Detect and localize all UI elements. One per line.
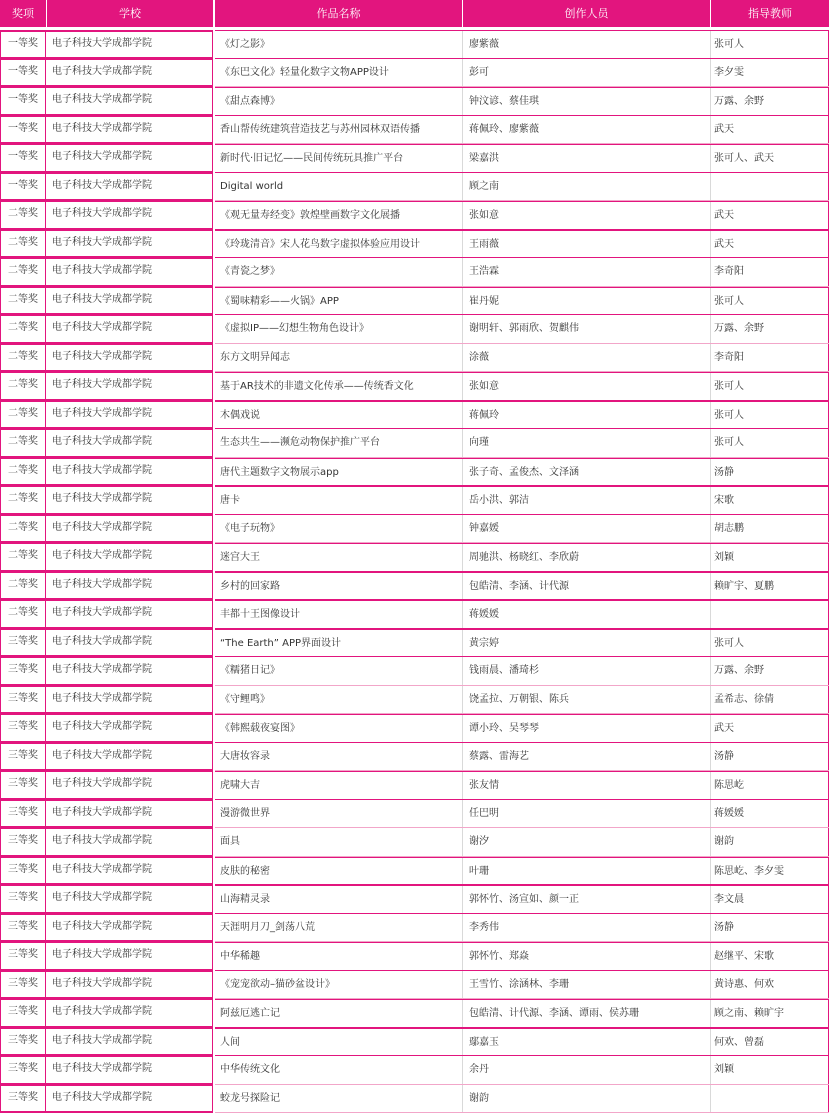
- creators-cell: 岳小洪、郭洁: [463, 487, 711, 514]
- table-row-left: [0, 971, 214, 1000]
- creators-cell: 包皓清、李涵、计代源: [463, 573, 711, 600]
- table-row-right: [215, 258, 829, 287]
- table-row-right: [215, 657, 829, 686]
- award-cell: 三等奖: [0, 657, 46, 686]
- advisors-cell: 刘颖: [711, 544, 829, 571]
- table-row-right: [215, 1085, 829, 1113]
- work-title-cell: 人间: [215, 1029, 463, 1056]
- work-title-cell: 《宠宠欲动–猫砂盆设计》: [215, 971, 463, 999]
- work-title-cell: 面具: [215, 828, 463, 856]
- advisors-cell: 李文晨: [711, 886, 829, 913]
- advisors-cell: 李夕雯: [711, 59, 829, 87]
- header-creators: 创作人员: [463, 0, 710, 27]
- school-cell: 电子科技大学成都学院: [46, 201, 213, 230]
- school-cell: 电子科技大学成都学院: [46, 144, 213, 173]
- advisors-cell: 张可人: [711, 288, 829, 315]
- creators-cell: 谢韵: [463, 1085, 711, 1113]
- creators-cell: 王浩霖: [463, 258, 711, 286]
- work-title-cell: 皮肤的秘密: [215, 858, 463, 885]
- school-cell: 电子科技大学成都学院: [46, 857, 213, 886]
- school-cell: 电子科技大学成都学院: [46, 116, 213, 145]
- advisors-cell: 孟希志、徐倩: [711, 686, 829, 714]
- creators-cell: 张子奇、孟俊杰、文泽涵: [463, 459, 711, 486]
- work-title-cell: 中华传统文化: [215, 1056, 463, 1084]
- table-row-left: [0, 714, 214, 743]
- table-row-left: [0, 515, 214, 544]
- table-row-left: [0, 372, 214, 401]
- advisors-cell: 陈思屹: [711, 772, 829, 799]
- table-row-right: [215, 999, 829, 1028]
- creators-cell: 张如意: [463, 373, 711, 400]
- award-cell: 二等奖: [0, 344, 46, 373]
- award-cell: 二等奖: [0, 543, 46, 572]
- work-title-cell: 迷宫大王: [215, 544, 463, 571]
- advisors-cell: 万露、余野: [711, 657, 829, 685]
- school-cell: 电子科技大学成都学院: [46, 771, 213, 800]
- work-title-cell: 《电子玩物》: [215, 515, 463, 543]
- advisors-cell: 汤静: [711, 914, 829, 942]
- award-cell: 二等奖: [0, 315, 46, 344]
- table-row-right: [215, 315, 829, 344]
- school-cell: 电子科技大学成都学院: [46, 372, 213, 401]
- award-cell: 二等奖: [0, 572, 46, 601]
- creators-cell: 向瑾: [463, 429, 711, 457]
- creators-cell: 钱雨晨、潘琦杉: [463, 657, 711, 685]
- table-row-left: [0, 87, 214, 116]
- work-title-cell: 新时代·旧记忆——民间传统玩具推广平台: [215, 145, 463, 172]
- work-title-cell: 唐卡: [215, 487, 463, 514]
- work-title-cell: 山海精灵录: [215, 886, 463, 913]
- school-cell: 电子科技大学成都学院: [46, 1028, 213, 1057]
- table-row-left: [0, 942, 214, 971]
- table-row-right: [215, 30, 829, 59]
- advisors-cell: 张可人: [711, 373, 829, 400]
- table-row-right: [215, 173, 829, 202]
- table-row-right: [215, 344, 829, 373]
- advisors-cell: 张可人: [711, 31, 829, 58]
- table-row-left: [0, 629, 214, 658]
- work-title-cell: 虎啸大吉: [215, 772, 463, 799]
- table-row-left: [0, 857, 214, 886]
- school-cell: 电子科技大学成都学院: [46, 629, 213, 658]
- work-title-cell: 《灯之影》: [215, 31, 463, 58]
- creators-cell: 彭可: [463, 59, 711, 87]
- table-row-left: [0, 287, 214, 316]
- advisors-cell: 张可人: [711, 630, 829, 657]
- creators-cell: 涂薇: [463, 344, 711, 372]
- award-cell: 三等奖: [0, 771, 46, 800]
- advisors-cell: 赖旷宇、夏鹏: [711, 573, 829, 600]
- advisors-cell: 张可人: [711, 429, 829, 457]
- advisors-cell: 蒋媛媛: [711, 800, 829, 828]
- work-title-cell: 《蜀味精彩——火锅》APP: [215, 288, 463, 315]
- table-row-right: [215, 914, 829, 943]
- advisors-cell: 万露、余野: [711, 88, 829, 115]
- work-title-cell: 《东巴文化》轻量化数字文物APP设计: [215, 59, 463, 87]
- creators-cell: 顾之南: [463, 173, 711, 201]
- school-cell: 电子科技大学成都学院: [46, 800, 213, 829]
- creators-cell: 钟汶谚、蔡佳琪: [463, 88, 711, 115]
- award-cell: 二等奖: [0, 401, 46, 430]
- table-row-right: [215, 600, 829, 629]
- award-school-column: [0, 30, 214, 1113]
- table-row-right: [215, 771, 829, 800]
- table-row-left: [0, 828, 214, 857]
- work-title-cell: 木偶戏说: [215, 402, 463, 429]
- table-row-left: [0, 600, 214, 629]
- table-row-left: [0, 344, 214, 373]
- work-title-cell: 天涯明月刀_剑荡八荒: [215, 914, 463, 942]
- creators-cell: 钟嘉媛: [463, 515, 711, 543]
- table-row-left: [0, 458, 214, 487]
- award-cell: 三等奖: [0, 1056, 46, 1085]
- work-title-cell: 漫游微世界: [215, 800, 463, 828]
- award-cell: 一等奖: [0, 144, 46, 173]
- advisors-cell: 武天: [711, 715, 829, 742]
- award-cell: 三等奖: [0, 971, 46, 1000]
- table-row-left: [0, 572, 214, 601]
- advisors-cell: 武天: [711, 116, 829, 144]
- school-cell: 电子科技大学成都学院: [46, 173, 213, 202]
- table-row-right: [215, 458, 829, 487]
- table-row-right: [215, 401, 829, 430]
- creators-cell: 王雪竹、涂涵林、李珊: [463, 971, 711, 999]
- creators-cell: 余丹: [463, 1056, 711, 1084]
- work-title-cell: 东方文明异闻志: [215, 344, 463, 372]
- table-row-left: [0, 59, 214, 88]
- award-cell: 三等奖: [0, 857, 46, 886]
- header-award: 奖项: [0, 0, 46, 27]
- table-row-left: [0, 201, 214, 230]
- school-cell: 电子科技大学成都学院: [46, 59, 213, 88]
- table-row-right: [215, 971, 829, 1000]
- school-cell: 电子科技大学成都学院: [46, 458, 213, 487]
- school-cell: 电子科技大学成都学院: [46, 543, 213, 572]
- award-cell: 一等奖: [0, 87, 46, 116]
- creators-cell: 郭怀竹、汤宣如、颜一正: [463, 886, 711, 913]
- work-details-column: [215, 30, 829, 1113]
- creators-cell: 张友情: [463, 772, 711, 799]
- creators-cell: 任巴明: [463, 800, 711, 828]
- header-advisors: 指导教师: [711, 0, 829, 27]
- award-cell: 二等奖: [0, 230, 46, 259]
- table-row-right: [215, 429, 829, 458]
- table-row-right: [215, 287, 829, 316]
- table-row-right: [215, 543, 829, 572]
- table-row-left: [0, 657, 214, 686]
- creators-cell: 张如意: [463, 202, 711, 229]
- table-row-left: [0, 144, 214, 173]
- creators-cell: 饶孟拉、万朝银、陈兵: [463, 686, 711, 714]
- advisors-cell: 张可人: [711, 402, 829, 429]
- table-row-right: [215, 800, 829, 829]
- award-cell: 三等奖: [0, 800, 46, 829]
- creators-cell: 包皓清、计代源、李涵、谭雨、侯苏珊: [463, 1000, 711, 1027]
- table-row-right: [215, 201, 829, 230]
- table-row-right: [215, 714, 829, 743]
- creators-cell: 郭怀竹、郑焱: [463, 943, 711, 970]
- advisors-cell: [711, 1085, 829, 1113]
- table-row-right: [215, 885, 829, 914]
- advisors-cell: 黄诗惠、何欢: [711, 971, 829, 999]
- creators-cell: 谭小玲、吴琴琴: [463, 715, 711, 742]
- work-title-cell: 《韩熙载夜宴图》: [215, 715, 463, 742]
- table-row-right: [215, 686, 829, 715]
- award-cell: 三等奖: [0, 1028, 46, 1057]
- school-cell: 电子科技大学成都学院: [46, 657, 213, 686]
- table-row-left: [0, 401, 214, 430]
- work-title-cell: 丰都十王图像设计: [215, 601, 463, 628]
- school-cell: 电子科技大学成都学院: [46, 30, 213, 59]
- table-row-right: [215, 572, 829, 601]
- award-cell: 三等奖: [0, 942, 46, 971]
- school-cell: 电子科技大学成都学院: [46, 315, 213, 344]
- work-title-cell: 《虚拟IP——幻想生物角色设计》: [215, 315, 463, 343]
- creators-cell: 李秀伟: [463, 914, 711, 942]
- school-cell: 电子科技大学成都学院: [46, 87, 213, 116]
- table-row-right: [215, 942, 829, 971]
- school-cell: 电子科技大学成都学院: [46, 971, 213, 1000]
- school-cell: 电子科技大学成都学院: [46, 714, 213, 743]
- table-row-right: [215, 486, 829, 515]
- work-title-cell: Digital world: [215, 173, 463, 201]
- creators-cell: 谢明轩、郭雨欣、贺麒伟: [463, 315, 711, 343]
- table-row-left: [0, 429, 214, 458]
- table-row-left: [0, 686, 214, 715]
- table-row-right: [215, 515, 829, 544]
- advisors-cell: 汤静: [711, 459, 829, 486]
- school-cell: 电子科技大学成都学院: [46, 1056, 213, 1085]
- table-row-left: [0, 315, 214, 344]
- work-title-cell: 《观无量寿经变》敦煌壁画数字文化展播: [215, 202, 463, 229]
- table-row-right: [215, 116, 829, 145]
- work-title-cell: 《玲珑清音》宋人花鸟数字虚拟体验应用设计: [215, 231, 463, 258]
- work-title-cell: 阿兹厄逃亡记: [215, 1000, 463, 1027]
- table-row-left: [0, 800, 214, 829]
- school-cell: 电子科技大学成都学院: [46, 258, 213, 287]
- award-cell: 二等奖: [0, 486, 46, 515]
- table-row-right: [215, 629, 829, 658]
- creators-cell: 叶珊: [463, 858, 711, 885]
- table-row-left: [0, 258, 214, 287]
- table-row-left: [0, 543, 214, 572]
- advisors-cell: 何欢、曾磊: [711, 1029, 829, 1056]
- creators-cell: 蒋佩玲、廖紫薇: [463, 116, 711, 144]
- table-row-left: [0, 999, 214, 1028]
- school-cell: 电子科技大学成都学院: [46, 1085, 213, 1113]
- creators-cell: 蒋媛媛: [463, 601, 711, 628]
- advisors-cell: 谢韵: [711, 828, 829, 856]
- award-cell: 二等奖: [0, 515, 46, 544]
- table-row-right: [215, 828, 829, 857]
- advisors-cell: 李奇阳: [711, 258, 829, 286]
- award-cell: 三等奖: [0, 714, 46, 743]
- advisors-cell: 张可人、武天: [711, 145, 829, 172]
- advisors-cell: 刘颖: [711, 1056, 829, 1084]
- creators-cell: 蔡露、雷海艺: [463, 743, 711, 771]
- award-cell: 二等奖: [0, 458, 46, 487]
- table-row-left: [0, 1028, 214, 1057]
- school-cell: 电子科技大学成都学院: [46, 600, 213, 629]
- table-row-right: [215, 743, 829, 772]
- award-cell: 二等奖: [0, 201, 46, 230]
- advisors-cell: 顾之南、赖旷宇: [711, 1000, 829, 1027]
- school-cell: 电子科技大学成都学院: [46, 743, 213, 772]
- table-row-right: [215, 59, 829, 88]
- school-cell: 电子科技大学成都学院: [46, 515, 213, 544]
- advisors-cell: [711, 601, 829, 628]
- table-row-right: [215, 1028, 829, 1057]
- table-row-left: [0, 771, 214, 800]
- table-row-left: [0, 885, 214, 914]
- school-cell: 电子科技大学成都学院: [46, 999, 213, 1028]
- work-title-cell: 《甜点森博》: [215, 88, 463, 115]
- creators-cell: 梁嘉洪: [463, 145, 711, 172]
- school-cell: 电子科技大学成都学院: [46, 914, 213, 943]
- school-cell: 电子科技大学成都学院: [46, 230, 213, 259]
- table-row-left: [0, 230, 214, 259]
- award-cell: 三等奖: [0, 686, 46, 715]
- table-row-left: [0, 173, 214, 202]
- work-title-cell: 中华稀趣: [215, 943, 463, 970]
- school-cell: 电子科技大学成都学院: [46, 287, 213, 316]
- table-row-right: [215, 1056, 829, 1085]
- school-cell: 电子科技大学成都学院: [46, 686, 213, 715]
- table-row-left: [0, 1085, 214, 1113]
- work-title-cell: “The Earth” APP界面设计: [215, 630, 463, 657]
- award-cell: 一等奖: [0, 59, 46, 88]
- work-title-cell: 大唐妆容录: [215, 743, 463, 771]
- award-cell: 三等奖: [0, 914, 46, 943]
- work-title-cell: 《守鲤鸣》: [215, 686, 463, 714]
- advisors-cell: 武天: [711, 231, 829, 258]
- school-cell: 电子科技大学成都学院: [46, 401, 213, 430]
- award-cell: 三等奖: [0, 885, 46, 914]
- award-cell: 二等奖: [0, 600, 46, 629]
- creators-cell: 王雨薇: [463, 231, 711, 258]
- award-cell: 三等奖: [0, 999, 46, 1028]
- creators-cell: 周驰洪、杨晓红、李欣蔚: [463, 544, 711, 571]
- creators-cell: 黄宗婷: [463, 630, 711, 657]
- school-cell: 电子科技大学成都学院: [46, 572, 213, 601]
- work-title-cell: 《青瓷之梦》: [215, 258, 463, 286]
- table-row-right: [215, 87, 829, 116]
- advisors-cell: 武天: [711, 202, 829, 229]
- header-school: 学校: [47, 0, 213, 27]
- table-row-left: [0, 116, 214, 145]
- award-cell: 二等奖: [0, 287, 46, 316]
- creators-cell: 蒋佩玲: [463, 402, 711, 429]
- table-row-left: [0, 743, 214, 772]
- award-cell: 三等奖: [0, 828, 46, 857]
- work-title-cell: 生态共生——濒危动物保护推广平台: [215, 429, 463, 457]
- school-cell: 电子科技大学成都学院: [46, 885, 213, 914]
- school-cell: 电子科技大学成都学院: [46, 828, 213, 857]
- creators-cell: 崔丹妮: [463, 288, 711, 315]
- award-cell: 一等奖: [0, 173, 46, 202]
- award-cell: 三等奖: [0, 1085, 46, 1113]
- work-title-cell: 唐代主题数字文物展示app: [215, 459, 463, 486]
- school-cell: 电子科技大学成都学院: [46, 429, 213, 458]
- advisors-cell: 胡志鹏: [711, 515, 829, 543]
- table-row-right: [215, 144, 829, 173]
- school-cell: 电子科技大学成都学院: [46, 344, 213, 373]
- advisors-cell: 赵继平、宋歌: [711, 943, 829, 970]
- award-cell: 三等奖: [0, 629, 46, 658]
- table-row-right: [215, 372, 829, 401]
- creators-cell: 鄢嘉玉: [463, 1029, 711, 1056]
- award-cell: 二等奖: [0, 372, 46, 401]
- school-cell: 电子科技大学成都学院: [46, 942, 213, 971]
- advisors-cell: 汤静: [711, 743, 829, 771]
- advisors-cell: 宋歌: [711, 487, 829, 514]
- creators-cell: 廖紫薇: [463, 31, 711, 58]
- award-cell: 二等奖: [0, 429, 46, 458]
- creators-cell: 谢汐: [463, 828, 711, 856]
- work-title-cell: 乡村的回家路: [215, 573, 463, 600]
- table-row-left: [0, 486, 214, 515]
- award-cell: 一等奖: [0, 30, 46, 59]
- table-row-left: [0, 1056, 214, 1085]
- table-row-left: [0, 914, 214, 943]
- work-title-cell: 香山帮传统建筑营造技艺与苏州园林双语传播: [215, 116, 463, 144]
- work-title-cell: 蛟龙号探险记: [215, 1085, 463, 1113]
- advisors-cell: 李奇阳: [711, 344, 829, 372]
- header-work: 作品名称: [215, 0, 462, 27]
- school-cell: 电子科技大学成都学院: [46, 486, 213, 515]
- award-cell: 三等奖: [0, 743, 46, 772]
- advisors-cell: 万露、余野: [711, 315, 829, 343]
- work-title-cell: 《糯猪日记》: [215, 657, 463, 685]
- advisors-cell: 陈思屹、李夕雯: [711, 858, 829, 885]
- table-row-right: [215, 230, 829, 259]
- advisors-cell: [711, 173, 829, 201]
- award-cell: 一等奖: [0, 116, 46, 145]
- award-cell: 二等奖: [0, 258, 46, 287]
- table-row-right: [215, 857, 829, 886]
- work-title-cell: 基于AR技术的非遗文化传承——传统香文化: [215, 373, 463, 400]
- table-row-left: [0, 30, 214, 59]
